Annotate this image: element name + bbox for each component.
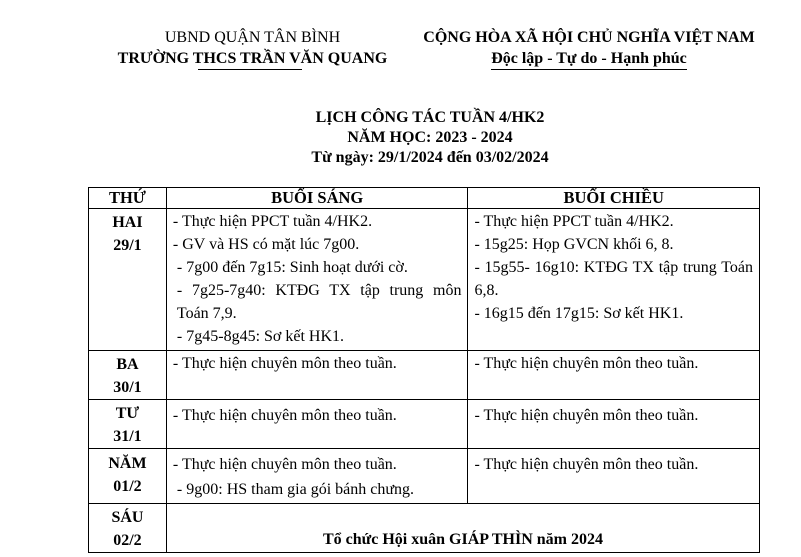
table-row	[89, 351, 760, 400]
schedule-item: - Thực hiện chuyên môn theo tuần.	[474, 407, 699, 424]
document-title	[230, 108, 630, 168]
table-header-row	[89, 188, 760, 209]
schedule-item: - 15g55- 16g10: KTĐG TX tập trung Toán 6,8.	[474, 259, 753, 299]
schedule-item: - 16g15 đến 17g15: Sơ kết HK1.	[474, 305, 684, 322]
afternoon-cell	[468, 449, 760, 504]
afternoon-cell	[468, 209, 760, 351]
day-date: 01/2	[113, 478, 142, 495]
day-cell	[89, 351, 167, 400]
table-row	[89, 504, 760, 553]
schedule-item: - Thực hiện chuyên môn theo tuần.	[474, 355, 699, 372]
schedule-item: - Thực hiện chuyên môn theo tuần.	[172, 456, 397, 473]
schedule-table	[88, 187, 760, 553]
morning-cell	[166, 400, 468, 449]
nation-title: CỘNG HÒA XÃ HỘI CHỦ NGHĨA VIỆT NAM	[423, 29, 755, 46]
schedule-item: - Thực hiện PPCT tuần 4/HK2.	[474, 213, 674, 230]
schedule-item: - 7g25-7g40: KTĐG TX tập trung môn Toán 7,9.	[176, 282, 462, 322]
afternoon-cell	[468, 351, 760, 400]
day-label: BA	[116, 356, 139, 373]
title-line-3: Từ ngày: 29/1/2024 đến 03/02/2024	[311, 149, 549, 166]
school-name: TRƯỜNG THCS TRẦN VĂN QUANG	[117, 50, 388, 67]
title-line-1: LỊCH CÔNG TÁC TUẦN 4/HK2	[315, 109, 545, 126]
col-header-morning: BUỔI SÁNG	[166, 188, 468, 209]
schedule-item: - 15g25: Họp GVCN khối 6, 8.	[474, 236, 674, 253]
schedule-item: - 9g00: HS tham gia gói bánh chưng.	[176, 481, 415, 498]
schedule-item: - 7g45-8g45: Sơ kết HK1.	[176, 328, 345, 345]
day-label: SÁU	[111, 509, 144, 526]
day-cell	[89, 449, 167, 504]
nation-header	[410, 27, 768, 70]
col-header-day: THỨ	[89, 188, 167, 209]
morning-cell	[166, 449, 468, 504]
afternoon-cell	[468, 400, 760, 449]
schedule-item: - GV và HS có mặt lúc 7g00.	[172, 236, 360, 253]
district-name: UBND QUẬN TÂN BÌNH	[164, 29, 341, 46]
day-cell	[89, 209, 167, 351]
day-date: 31/1	[113, 428, 142, 445]
title-line-2: NĂM HỌC: 2023 - 2024	[347, 129, 513, 146]
schedule-item: - Thực hiện chuyên môn theo tuần.	[172, 407, 397, 424]
day-label: NĂM	[108, 455, 147, 472]
day-date: 29/1	[113, 237, 142, 254]
nation-motto: Độc lập - Tự do - Hạnh phúc	[491, 48, 687, 70]
day-label: TƯ	[115, 405, 140, 422]
event-text: Tổ chức Hội xuân GIÁP THÌN năm 2024	[322, 531, 603, 548]
merged-event-cell	[166, 504, 759, 553]
schedule-item: - Thực hiện PPCT tuần 4/HK2.	[172, 213, 373, 230]
school-underline	[198, 69, 302, 70]
schedule-item: - 7g00 đến 7g15: Sinh hoạt dưới cờ.	[176, 259, 408, 276]
school-header	[110, 27, 395, 69]
day-cell	[89, 400, 167, 449]
table-row	[89, 400, 760, 449]
day-label: HAI	[112, 214, 143, 231]
day-cell	[89, 504, 167, 553]
day-date: 02/2	[113, 532, 142, 549]
day-date: 30/1	[113, 379, 142, 396]
col-header-afternoon: BUỔI CHIỀU	[468, 188, 760, 209]
table-row	[89, 209, 760, 351]
schedule-item: - Thực hiện chuyên môn theo tuần.	[172, 355, 397, 372]
morning-cell	[166, 351, 468, 400]
table-row	[89, 449, 760, 504]
morning-cell	[166, 209, 468, 351]
schedule-item: - Thực hiện chuyên môn theo tuần.	[474, 456, 699, 473]
